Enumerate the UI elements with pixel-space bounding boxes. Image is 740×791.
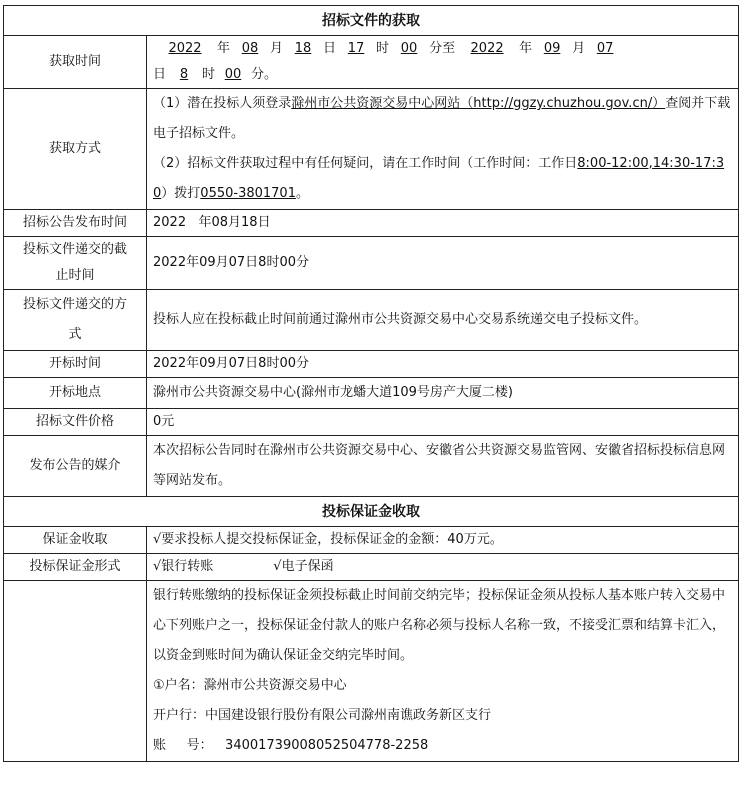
working-hours: 8:00-12:00,14:30-17:30 bbox=[153, 156, 725, 201]
deadline-label-line1: 投标文件递交的截 bbox=[22, 242, 127, 257]
section-title-deposit: 投标保证金收取 bbox=[4, 497, 739, 527]
bank-info-label bbox=[4, 581, 147, 762]
method-item-1-suffix: 查阅并下载电子招标文件。 bbox=[153, 96, 731, 141]
method-item-2 bbox=[153, 149, 732, 209]
acquire-method-value bbox=[147, 89, 739, 210]
method-item-1 bbox=[153, 89, 732, 149]
start-hour: 17 bbox=[347, 41, 365, 56]
deposit-form-value bbox=[147, 554, 739, 581]
open-time-value: 2022年09月07日8时00分 bbox=[147, 351, 739, 378]
deadline-label-line2: 止时间 bbox=[55, 268, 95, 283]
contact-phone-link[interactable]: 0550-3801701 bbox=[200, 186, 296, 201]
end-minute: 00 bbox=[224, 67, 242, 82]
minute-unit-to: 分至 bbox=[429, 41, 456, 56]
method-item-1-prefix: （1）潜在投标人须登录 bbox=[153, 96, 292, 111]
deposit-label: 保证金收取 bbox=[4, 527, 147, 554]
submit-method-label-line2: 式 bbox=[68, 327, 82, 342]
deposit-form-label: 投标保证金形式 bbox=[4, 554, 147, 581]
start-day: 18 bbox=[294, 41, 312, 56]
minute-unit-end: 分。 bbox=[251, 67, 278, 82]
submit-method-value: 投标人应在投标截止时间前通过滁州市公共资源交易中心交易系统递交电子投标文件。 bbox=[147, 290, 739, 351]
option-electronic-guarantee: √电子保函 bbox=[273, 559, 334, 574]
bank-info-value bbox=[147, 581, 739, 762]
end-year: 2022 bbox=[470, 41, 504, 56]
bank-name: 开户行：中国建设银行股份有限公司滁州南谯政务新区支行 bbox=[153, 708, 492, 723]
open-place-label: 开标地点 bbox=[4, 378, 147, 409]
start-year: 2022 bbox=[168, 41, 202, 56]
option-bank-transfer: √银行转账 bbox=[153, 559, 214, 574]
acquire-time-value bbox=[147, 36, 739, 89]
announce-time-label: 招标公告发布时间 bbox=[4, 210, 147, 237]
month-unit-end: 月 bbox=[572, 41, 586, 56]
account-name: ①户名：滁州市公共资源交易中心 bbox=[153, 678, 347, 693]
hour-unit: 时 bbox=[376, 41, 390, 56]
open-time-label: 开标时间 bbox=[4, 351, 147, 378]
end-hour: 8 bbox=[179, 67, 189, 82]
year-unit-end: 年 bbox=[519, 41, 533, 56]
account-number: 账 号： 34001739008052504778-2258 bbox=[153, 738, 429, 753]
method-item-2-mid: ）拨打 bbox=[161, 186, 201, 201]
end-day: 07 bbox=[596, 41, 614, 56]
section-title-document-acquisition: 招标文件的获取 bbox=[4, 6, 739, 36]
hour-unit-end: 时 bbox=[202, 67, 216, 82]
deadline-value: 2022年09月07日8时00分 bbox=[147, 237, 739, 290]
submit-method-label-line1: 投标文件递交的方 bbox=[22, 297, 127, 312]
media-label: 发布公告的媒介 bbox=[4, 436, 147, 497]
acquire-time-label: 获取时间 bbox=[4, 36, 147, 89]
end-month: 09 bbox=[543, 41, 561, 56]
month-unit: 月 bbox=[270, 41, 284, 56]
start-month: 08 bbox=[241, 41, 259, 56]
tender-info-table bbox=[3, 5, 739, 762]
submit-method-label bbox=[4, 290, 147, 351]
start-minute: 00 bbox=[400, 41, 418, 56]
acquire-method-label: 获取方式 bbox=[4, 89, 147, 210]
method-item-2-suffix: 。 bbox=[295, 186, 309, 201]
trading-center-website-link[interactable]: 滁州市公共资源交易中心网站（http://ggzy.chuzhou.gov.cn/） bbox=[291, 96, 666, 111]
media-value: 本次招标公告同时在滁州市公共资源交易中心、安徽省公共资源交易监管网、安徽省招标投标信息网等网站发布。 bbox=[147, 436, 739, 497]
day-unit-end: 日 bbox=[153, 67, 167, 82]
deadline-label bbox=[4, 237, 147, 290]
deposit-value: √要求投标人提交投标保证金，投标保证金的金额：40万元。 bbox=[147, 527, 739, 554]
day-unit: 日 bbox=[323, 41, 337, 56]
year-unit: 年 bbox=[217, 41, 231, 56]
open-place-value: 滁州市公共资源交易中心(滁州市龙蟠大道109号房产大厦二楼) bbox=[147, 378, 739, 409]
doc-price-label: 招标文件价格 bbox=[4, 409, 147, 436]
bank-transfer-rules: 银行转账缴纳的投标保证金须投标截止时间前交纳完毕；投标保证金须从投标人基本账户转入交易中心下列账户之一，投标保证金付款人的账户名称必须与投标人名称一致，不接受汇票和结算卡汇入，以资金到账时间为确认保证金交纳完毕时间。 bbox=[153, 588, 726, 663]
announce-time-value: 2022 年08月18日 bbox=[147, 210, 739, 237]
method-item-2-prefix: （2）招标文件获取过程中有任何疑问，请在工作时间（工作时间：工作日 bbox=[153, 156, 578, 171]
doc-price-value: 0元 bbox=[147, 409, 739, 436]
